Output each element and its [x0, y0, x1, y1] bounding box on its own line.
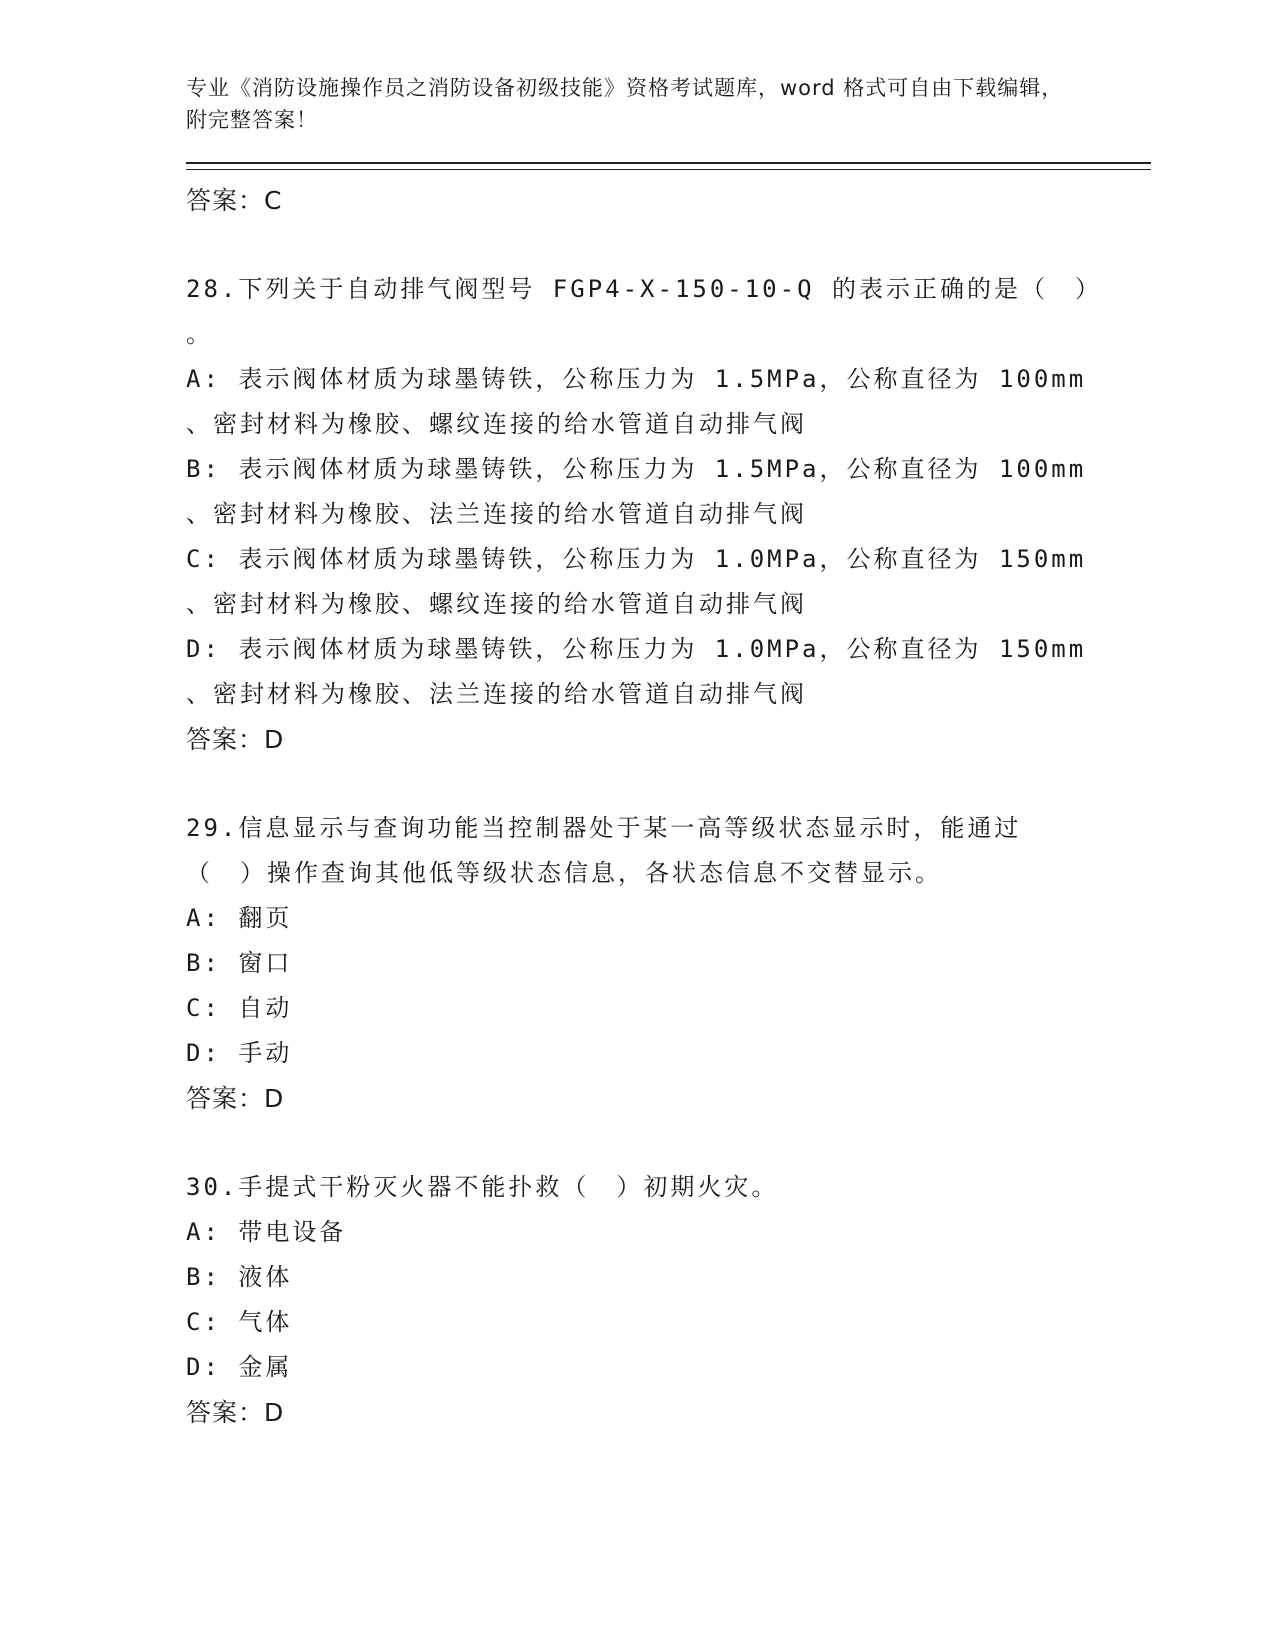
- question-stem: [186, 267, 1146, 357]
- document-page: [186, 72, 1151, 1435]
- answer: 答案：D: [186, 1084, 285, 1113]
- option-line: 、密封材料为橡胶、螺纹连接的给水管道自动排气阀: [186, 590, 807, 618]
- option-line: 、密封材料为橡胶、螺纹连接的给水管道自动排气阀: [186, 410, 807, 438]
- option-d: D: 手动: [186, 1039, 293, 1067]
- answer: 答案：D: [186, 725, 285, 754]
- question-29: [186, 806, 1151, 1121]
- option-c: C: 气体: [186, 1308, 293, 1336]
- option-b: B: 液体: [186, 1263, 293, 1291]
- stem-line: 29.信息显示与查询功能当控制器处于某一高等级状态显示时，能通过: [186, 814, 1022, 842]
- question-30: [186, 1165, 1151, 1435]
- header-note: 专业《消防设施操作员之消防设备初级技能》资格考试题库，word 格式可自由下载编辑，附完整答案！: [186, 76, 1064, 132]
- option-b: B: 窗口: [186, 949, 293, 977]
- option-a: [186, 357, 1146, 447]
- previous-answer: 答案：C: [186, 186, 283, 215]
- question-stem: [186, 806, 1146, 896]
- option-line: 、密封材料为橡胶、法兰连接的给水管道自动排气阀: [186, 500, 807, 528]
- header-divider: [186, 162, 1151, 170]
- option-line: 、密封材料为橡胶、法兰连接的给水管道自动排气阀: [186, 680, 807, 708]
- option-line: C: 表示阀体材质为球墨铸铁，公称压力为 1.0MPa，公称直径为 150mm: [186, 545, 1087, 573]
- option-a: A: 带电设备: [186, 1218, 347, 1246]
- option-b: [186, 447, 1146, 537]
- option-d: [186, 627, 1146, 717]
- option-line: B: 表示阀体材质为球墨铸铁，公称压力为 1.5MPa，公称直径为 100mm: [186, 455, 1087, 483]
- option-c: [186, 537, 1146, 627]
- stem-line: 。: [186, 320, 213, 348]
- question-stem: 30.手提式干粉灭火器不能扑救（ ）初期火灾。: [186, 1173, 779, 1201]
- option-line: D: 表示阀体材质为球墨铸铁，公称压力为 1.0MPa，公称直径为 150mm: [186, 635, 1087, 663]
- answer: 答案：D: [186, 1398, 285, 1427]
- stem-line: （ ）操作查询其他低等级状态信息，各状态信息不交替显示。: [186, 859, 942, 887]
- option-d: D: 金属: [186, 1353, 293, 1381]
- option-c: C: 自动: [186, 994, 293, 1022]
- stem-line: 28.下列关于自动排气阀型号 FGP4-X-150-10-Q 的表示正确的是（ ）: [186, 275, 1102, 303]
- option-a: A: 翻页: [186, 904, 293, 932]
- option-line: A: 表示阀体材质为球墨铸铁，公称压力为 1.5MPa，公称直径为 100mm: [186, 365, 1087, 393]
- question-28: [186, 267, 1151, 762]
